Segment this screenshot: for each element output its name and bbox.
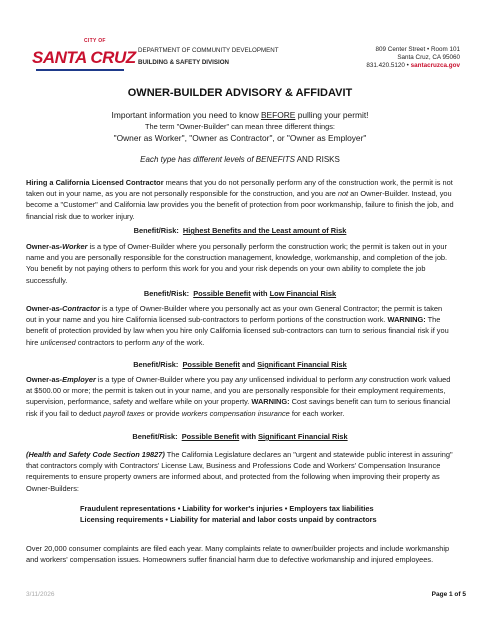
protection-bullets: Fraudulent representations • Liability for worker's injuries • Employers tax liabilities Licensing requirements • Liability for material and labor costs unpaid by contractors bbox=[80, 504, 377, 524]
dept-line1: DEPARTMENT OF COMMUNITY DEVELOPMENT bbox=[138, 47, 279, 54]
document-title: OWNER-BUILDER ADVISORY & AFFIDAVIT bbox=[127, 87, 353, 99]
intro-line2: The term "Owner-Builder" can mean three different things: bbox=[145, 122, 335, 131]
footer-date: 3/11/2026 bbox=[26, 591, 55, 598]
benefit-risk-3: Benefit/Risk: Possible Benefit and Significant Financial Risk bbox=[133, 360, 347, 369]
section-owner-worker: Owner-as-Worker is a type of Owner-Builder where you personally perform the construction work; the permit is taken out in your name and you are personally responsible for the construction management, knowledge, workmanship, and completion of the job. You benefit by not paying others to perform this work for you and your risk depends on your own ability to complete the job successfully. bbox=[26, 242, 448, 285]
logo-underline bbox=[36, 69, 124, 71]
page-footer bbox=[26, 591, 466, 598]
address-line1: 809 Center Street • Room 101 bbox=[375, 46, 460, 53]
intro bbox=[0, 110, 480, 143]
logo-name: SANTA CRUZ bbox=[32, 48, 136, 67]
dept-line2: BUILDING & SAFETY DIVISION bbox=[138, 59, 229, 66]
address-block bbox=[366, 46, 460, 70]
website-link[interactable]: santacruzca.gov bbox=[410, 62, 460, 69]
section-owner-contractor: Owner-as-Contractor is a type of Owner-Builder where you personally act as your own General Contractor; the permit is taken out in your name and you hire California licensed sub-contractors to perform portions of the construction work. WARNING: The benefit of protection provided by law when you hire only California licensed sub-contractors can turn to serious financial risk if you hire unlicensed contractors to perform any of the work. bbox=[26, 304, 449, 347]
intro-line1: Important information you need to know BEFORE pulling your permit! bbox=[111, 110, 369, 120]
benefit-risk-2: Benefit/Risk: Possible Benefit with Low Financial Risk bbox=[143, 289, 337, 298]
section-owner-employer: Owner-as-Employer is a type of Owner-Builder where you pay any unlicensed individual to perform any construction work valued at $500.00 or more; the permit is taken out in your name, and you are personally responsible for their employment requirements, supervision, performance, safety and welfare while on your property. WARNING: Cost savings benefit can turn to serious financial risk if you fail to deduct payroll taxes or provide workers compensation insurance for each worker. bbox=[26, 375, 451, 418]
logo-city-of: CITY OF bbox=[84, 38, 106, 44]
contact-line: 831.420.5120 • santacruzca.gov bbox=[366, 62, 460, 69]
closing-paragraph: Over 20,000 consumer complaints are filed each year. Many complaints relate to owner/builder projects and include workmanship and workers' compensation issues. Homeowners suffer financial harm due to defective workmanship and injured employees. bbox=[26, 544, 450, 565]
page-number: Page 1 of 5 bbox=[431, 591, 466, 598]
phone: 831.420.5120 bbox=[366, 62, 405, 69]
city-logo bbox=[32, 40, 150, 74]
section-health-safety-code: (Health and Safety Code Section 19827) The California Legislature declares an "urgent and statewide public interest in assuring" that contractors comply with Contractors' License Law, Business and Professions Code and Workers' Compensation Insurance requirements to ensure property owners are informed about, and protected from the following when improving their property as Owner-Builders: bbox=[26, 450, 453, 493]
benefit-risk-4: Benefit/Risk: Possible Benefit with Significant Financial Risk bbox=[132, 432, 348, 441]
letterhead bbox=[26, 40, 472, 76]
benefit-risk-1: Benefit/Risk: Highest Benefits and the Least amount of Risk bbox=[133, 226, 347, 235]
address-line2: Santa Cruz, CA 95060 bbox=[397, 54, 460, 61]
section-licensed-contractor: Hiring a California Licensed Contractor means that you do not personally perform any of the construction work, the permit is not taken out in your name, as you are not personally responsible for the construction, and you are not an Owner-Builder. Instead, you become a "Customer" and California law provides you the benefit of protection from poor workmanship, failure to finish the job, and financial risk due to worker injury. bbox=[26, 178, 454, 221]
intro-line3: "Owner as Worker", "Owner as Contractor", or "Owner as Employer" bbox=[113, 133, 367, 143]
levels-note: Each type has different levels of BENEFITS AND RISKS bbox=[140, 155, 340, 164]
department-name bbox=[138, 47, 279, 66]
